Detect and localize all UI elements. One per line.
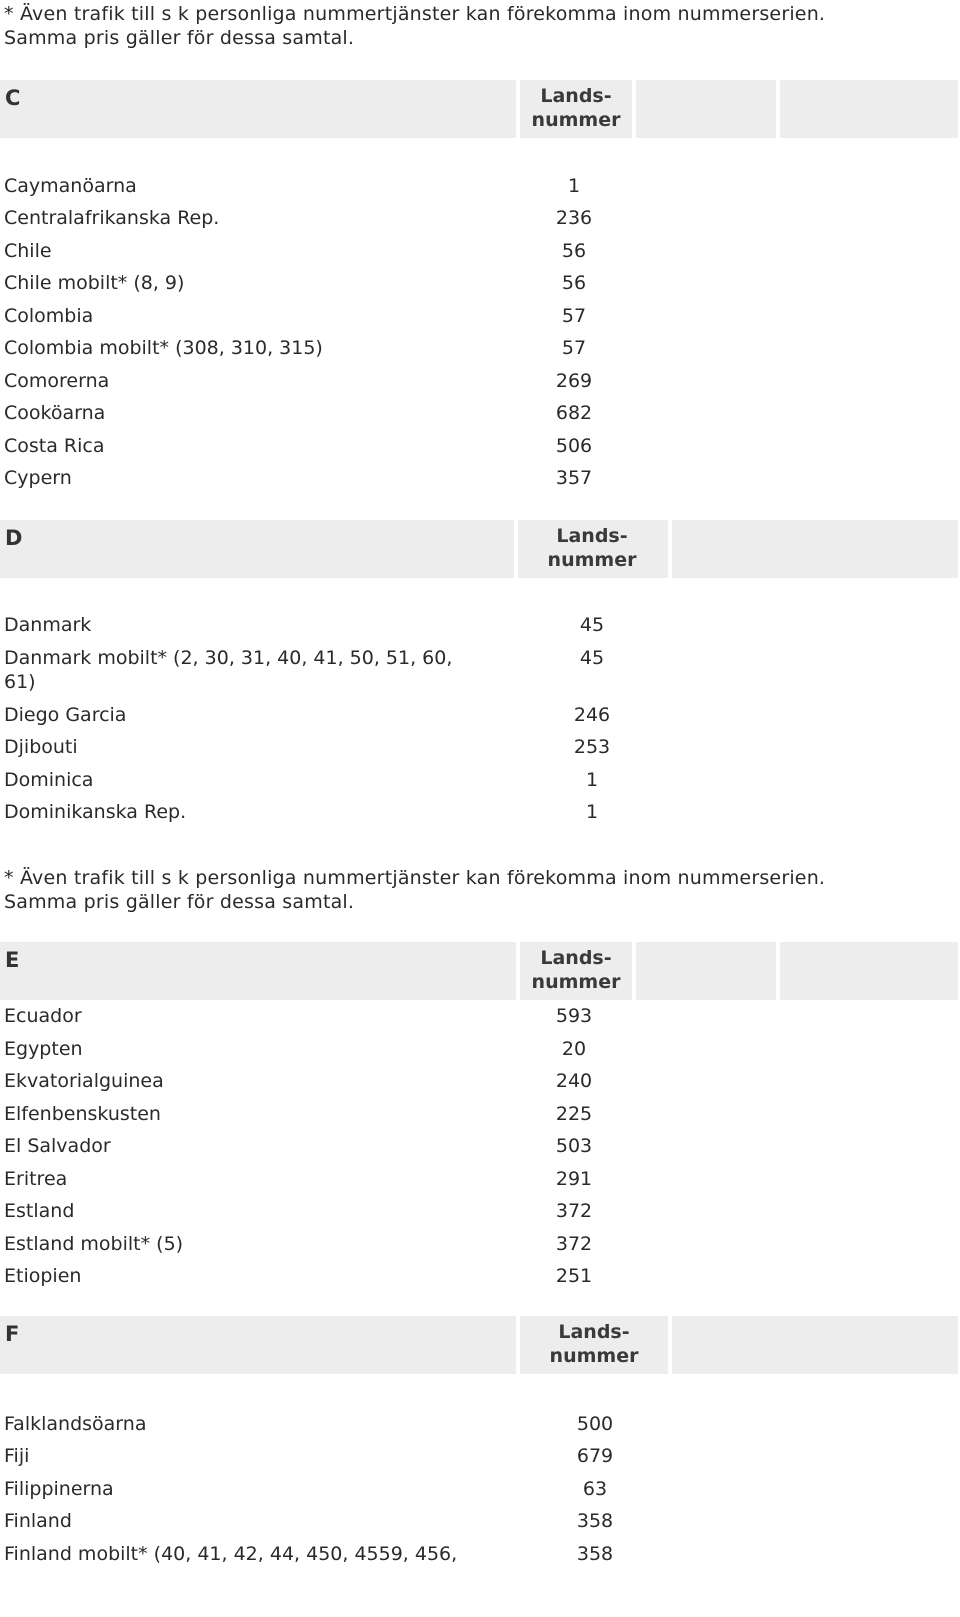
- country-code: 358: [576, 1543, 614, 1565]
- column-header-landsnummer: Lands- nummer: [547, 525, 637, 571]
- country-code: 291: [555, 1168, 593, 1190]
- country-code: 236: [555, 207, 593, 229]
- country-name: Djibouti: [4, 736, 78, 758]
- country-name: Cypern: [4, 467, 72, 489]
- country-name: Elfenbenskusten: [4, 1103, 161, 1125]
- country-code: 63: [582, 1478, 608, 1500]
- column-header-landsnummer: Lands- nummer: [531, 947, 621, 993]
- country-name: Caymanöarna: [4, 175, 137, 197]
- footnote-middle-line1: * Även trafik till s k personliga nummertjänster kan förekomma inom nummerserien.: [4, 867, 826, 889]
- footnote-middle-line2: Samma pris gäller för dessa samtal.: [4, 891, 355, 913]
- country-code: 56: [561, 240, 587, 262]
- country-code: 240: [555, 1070, 593, 1092]
- country-code: 682: [555, 402, 593, 424]
- country-code: 246: [573, 704, 611, 726]
- country-code: 57: [561, 337, 587, 359]
- country-name: Estland: [4, 1200, 75, 1222]
- country-name: Egypten: [4, 1038, 83, 1060]
- footnote-top-line1: * Även trafik till s k personliga nummertjänster kan förekomma inom nummerserien.: [4, 3, 826, 25]
- country-code: 45: [579, 614, 605, 636]
- section-header-d: [0, 520, 958, 578]
- country-code: 269: [555, 370, 593, 392]
- section-letter: E: [5, 948, 20, 972]
- column-header-landsnummer: Lands- nummer: [549, 1321, 639, 1367]
- section-letter: F: [5, 1322, 20, 1346]
- country-name: Etiopien: [4, 1265, 82, 1287]
- country-code: 372: [555, 1200, 593, 1222]
- country-name: Ekvatorialguinea: [4, 1070, 164, 1092]
- country-code: 593: [555, 1005, 593, 1027]
- section-letter: C: [5, 86, 21, 110]
- country-name: Dominica: [4, 769, 94, 791]
- country-code: 20: [561, 1038, 587, 1060]
- country-code: 503: [555, 1135, 593, 1157]
- country-name: Danmark: [4, 614, 92, 636]
- country-name: Filippinerna: [4, 1478, 114, 1500]
- country-code: 500: [576, 1413, 614, 1435]
- country-name: Chile mobilt* (8, 9): [4, 272, 185, 294]
- country-code: 225: [555, 1103, 593, 1125]
- country-name: El Salvador: [4, 1135, 111, 1157]
- country-name: Fiji: [4, 1445, 30, 1467]
- section-letter: D: [5, 526, 23, 550]
- country-code: 1: [567, 175, 581, 197]
- country-name: Falklandsöarna: [4, 1413, 147, 1435]
- section-header-f: [0, 1316, 958, 1374]
- country-code: 1: [585, 769, 599, 791]
- country-name: Comorerna: [4, 370, 110, 392]
- country-name: Chile: [4, 240, 52, 262]
- country-name: Eritrea: [4, 1168, 68, 1190]
- country-code: 506: [555, 435, 593, 457]
- column-header-landsnummer: Lands- nummer: [531, 85, 621, 131]
- country-name: Dominikanska Rep.: [4, 801, 187, 823]
- country-code: 1: [585, 801, 599, 823]
- country-name: Diego Garcia: [4, 704, 127, 726]
- country-code: 56: [561, 272, 587, 294]
- section-header-c: [0, 80, 958, 138]
- country-name: Costa Rica: [4, 435, 105, 457]
- footnote-top-line2: Samma pris gäller för dessa samtal.: [4, 27, 355, 49]
- country-code: 253: [573, 736, 611, 758]
- country-code: 57: [561, 305, 587, 327]
- country-code: 45: [579, 647, 605, 669]
- country-name: Finland mobilt* (40, 41, 42, 44, 450, 4559, 456,: [4, 1543, 458, 1565]
- country-name-continued: 61): [4, 671, 36, 693]
- country-name: Estland mobilt* (5): [4, 1233, 184, 1255]
- country-name: Colombia: [4, 305, 94, 327]
- country-name: Cooköarna: [4, 402, 106, 424]
- country-code: 251: [555, 1265, 593, 1287]
- country-name: Colombia mobilt* (308, 310, 315): [4, 337, 323, 359]
- country-code: 358: [576, 1510, 614, 1532]
- country-code: 372: [555, 1233, 593, 1255]
- country-code: 357: [555, 467, 593, 489]
- country-code: 679: [576, 1445, 614, 1467]
- country-name: Danmark mobilt* (2, 30, 31, 40, 41, 50, 51, 60,: [4, 647, 453, 669]
- country-name: Centralafrikanska Rep.: [4, 207, 220, 229]
- section-header-e: [0, 942, 958, 1000]
- country-name: Ecuador: [4, 1005, 82, 1027]
- country-name: Finland: [4, 1510, 72, 1532]
